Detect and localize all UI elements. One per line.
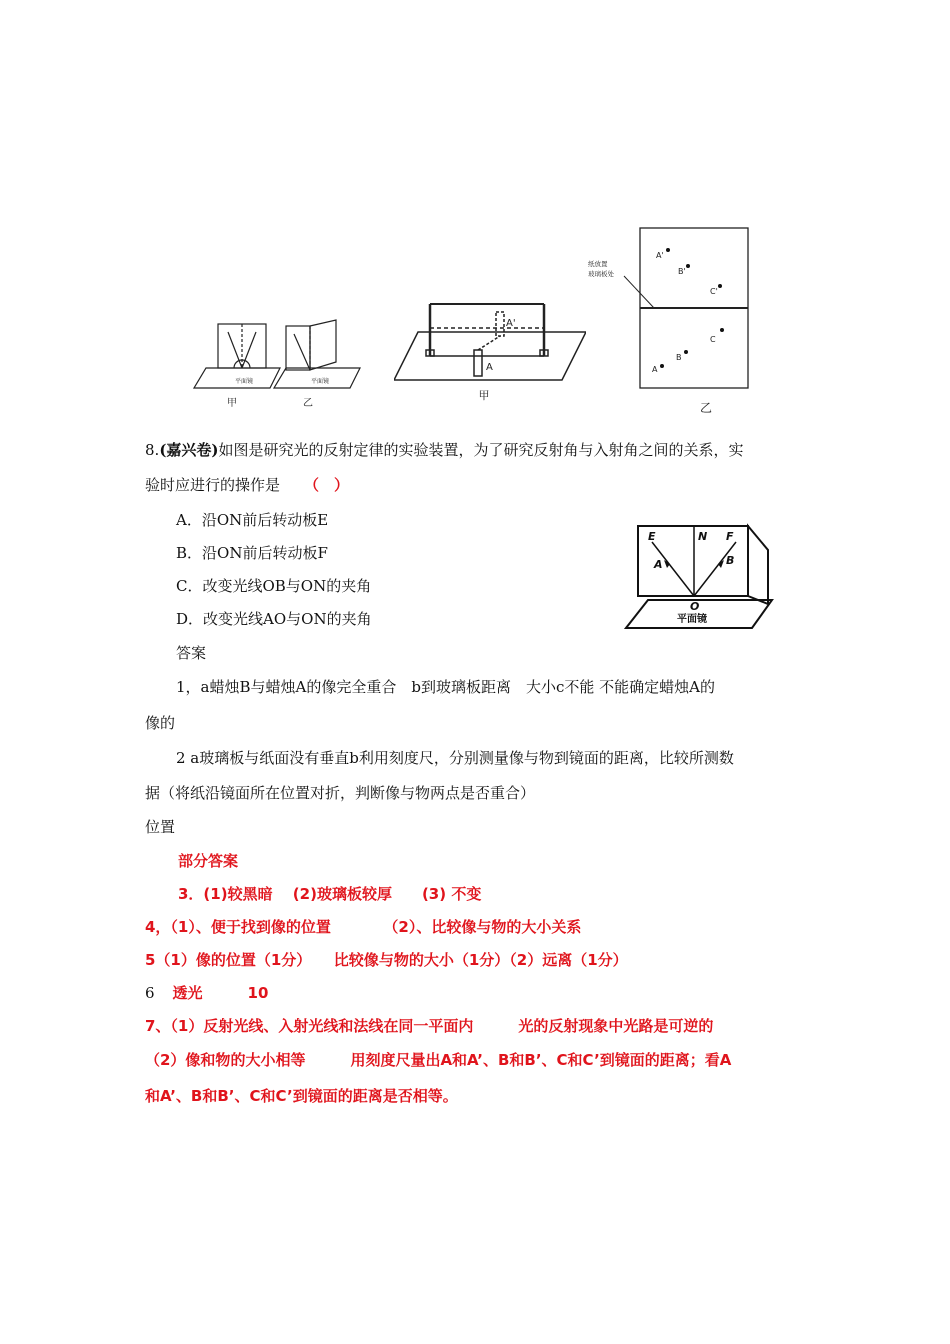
label-e: E [648,530,656,543]
question-number: 8. [145,441,160,459]
label-o: O [690,600,700,613]
answer-4: 4，（1）、便于找到像的位置 （2）、比较像与物的大小关系 [145,918,582,936]
candle-glass-figure [394,298,586,404]
point-b: B [676,353,682,362]
point-b-prime: B' [678,267,686,276]
label-a-prime: A' [506,318,516,329]
question-line1 [145,440,744,460]
point-a: A [652,365,658,374]
label-n: N [698,530,708,543]
answer-6-text: 透光 10 [172,984,269,1002]
answer-5: 5（1）像的位置（1分） 比较像与物的大小（1分）（2）远离（1分） [145,951,628,969]
small-mirror-label-2: 平面镜 [310,378,330,385]
label-f: F [726,530,734,543]
question-source: (嘉兴卷) [159,441,219,459]
caption-jia: 甲 [478,389,490,402]
label-a-ray: A [654,558,663,571]
answer-1-line1: 1，a蜡烛B与蜡烛A的像完全重合 b到玻璃板距离 大小c不能 不能确定蜡烛A的 [176,678,715,696]
option-c: C．改变光线OB与ON的夹角 [176,577,372,595]
caption-jia-small: 甲 [227,398,237,409]
option-a: A．沿ON前后转动板E [176,511,329,529]
label-b-ray: B [726,554,735,567]
option-b: B．沿ON前后转动板F [176,544,328,562]
answer-3: 3．(1)较黑暗 (2)玻璃板较厚 (3) 不变 [178,885,482,903]
partial-answers-heading: 部分答案 [178,852,239,870]
answer-7-line3: 和A’、B和B’、C和C’到镜面的距离是否相等。 [145,1087,458,1105]
answer-2-line1: 2 a玻璃板与纸面没有垂直b利用刻度尺，分别测量像与物到镜面的距离，比较所测数 [176,749,734,767]
paper-points-figure [586,226,750,418]
question-text-1: 如图是研究光的反射定律的实验装置，为了研究反射角与入射角之间的关系，实 [218,441,744,459]
point-c: C [710,335,716,344]
reflection-law-figure [624,520,774,632]
answers-heading: 答案 [176,644,207,662]
board-mirror-label: 平面镜 [677,614,707,625]
caption-yi: 乙 [699,401,713,415]
point-c-prime: C' [710,287,718,296]
question-line2 [145,475,349,495]
question-text-2: 验时应进行的操作是 [145,476,281,494]
label-a: A [486,362,493,373]
note-line2: 玻璃板处 [588,270,614,278]
answer-blank: （ ） [304,476,350,494]
point-a-prime: A' [656,251,664,260]
small-mirror-label: 平面镜 [234,378,254,385]
option-d: D．改变光线AO与ON的夹角 [176,610,372,628]
answer-6-number: 6 [145,984,155,1002]
answer-7-line1: 7、（1）反射光线、入射光线和法线在同一平面内 光的反射现象中光路是可逆的 [145,1017,714,1035]
answer-7-line2: （2）像和物的大小相等 用刻度尺量出A和A’、B和B’、C和C’到镜面的距离；看A [145,1051,732,1069]
answer-6 [145,983,268,1003]
reflection-boards-figure [190,316,380,411]
answer-2-line2: 据（将纸沿镜面所在位置对折，判断像与物两点是否重合） [145,784,536,802]
note-line1: 纸放置 [588,260,608,268]
caption-yi-small: 乙 [303,398,313,409]
answer-2-line3: 位置 [145,818,176,836]
answer-1-line2: 像的 [145,714,176,732]
